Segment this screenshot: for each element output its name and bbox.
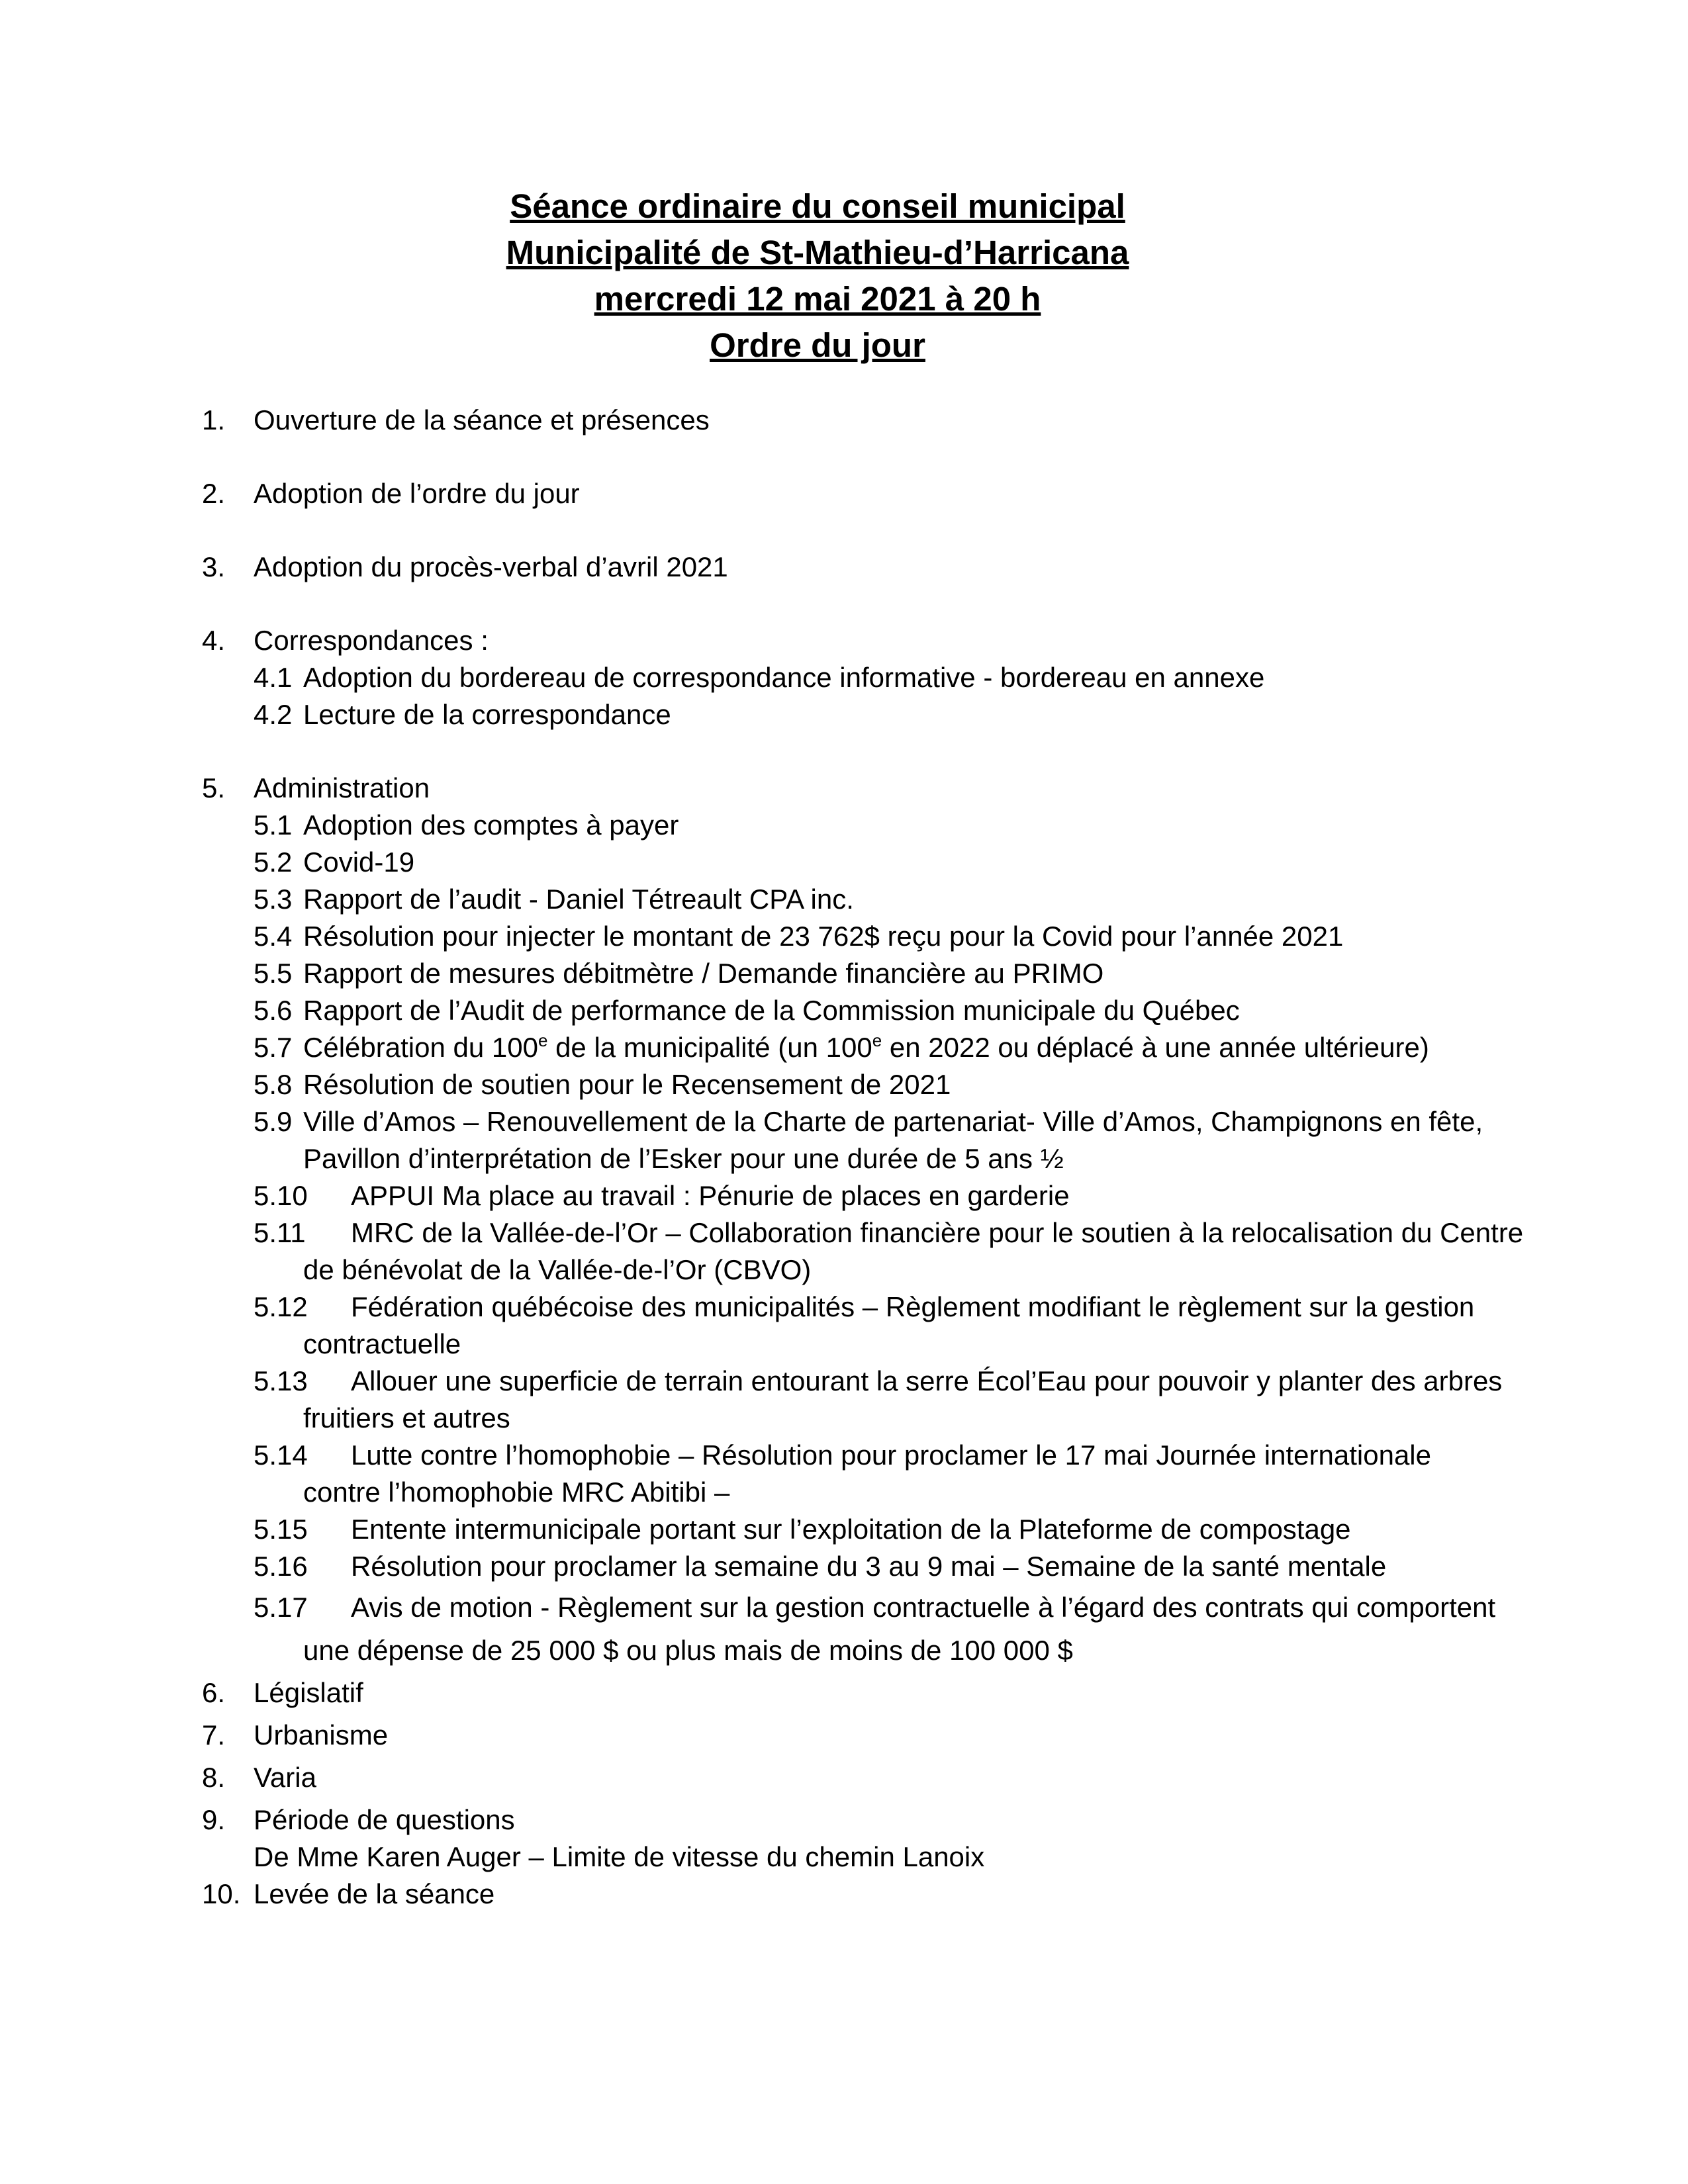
subitem-text-part: Célébration du 100 [303, 1032, 538, 1063]
subitem-number: 5.15 [254, 1514, 308, 1545]
item-number: 8. [202, 1762, 226, 1793]
item-number: 7. [202, 1719, 226, 1751]
subitem-text: Résolution pour proclamer la semaine du 3 au 9 mai – Semaine de la santé mentale [351, 1551, 1387, 1582]
subitem-text-part: de la municipalité (un 100 [547, 1032, 872, 1063]
subitem-text-part: en 2022 ou déplacé à une année ultérieure) [882, 1032, 1429, 1063]
subitem-text: Adoption des comptes à payer [303, 809, 679, 841]
subitem-number: 5.2 [254, 846, 293, 878]
ordinal-superscript: e [538, 1030, 548, 1050]
subitem-text: Rapport de mesures débitmètre / Demande financière au PRIMO [303, 958, 1104, 989]
subitem-number: 4.1 [254, 662, 293, 693]
subitem-text: Covid-19 [303, 846, 415, 878]
subitem-number: 5.16 [254, 1551, 308, 1582]
subitem-text: Rapport de l’Audit de performance de la Commission municipale du Québec [303, 995, 1240, 1026]
subitem-number: 5.8 [254, 1069, 293, 1100]
municipality-name: Municipalité de St-Mathieu-d’Harricana [506, 234, 1129, 271]
item-text: Administration [254, 772, 430, 803]
subitem-text-continued: de bénévolat de la Vallée-de-l’Or (CBVO) [303, 1254, 812, 1285]
subitem-number: 5.12 [254, 1291, 308, 1322]
ordinal-superscript: e [872, 1030, 882, 1050]
item-text: Correspondances : [254, 625, 489, 656]
subitem-text: Ville d’Amos – Renouvellement de la Charte de partenariat- Ville d’Amos, Champignons en fête, [303, 1106, 1483, 1137]
agenda-title: Ordre du jour [710, 326, 925, 364]
subitem-number: 5.7 [254, 1032, 293, 1063]
subitem-text-continued: une dépense de 25 000 $ ou plus mais de moins de 100 000 $ [303, 1635, 1073, 1666]
meeting-title: Séance ordinaire du conseil municipal [510, 187, 1125, 225]
item-text: Urbanisme [254, 1719, 389, 1751]
subitem-text: Résolution de soutien pour le Recensement de 2021 [303, 1069, 951, 1100]
item-number: 6. [202, 1677, 226, 1708]
subitem-text-continued: fruitiers et autres [303, 1402, 510, 1433]
subitem-number: 5.17 [254, 1592, 308, 1623]
subitem-text: MRC de la Vallée-de-l’Or – Collaboration financière pour le soutien à la relocalisation du Centre [351, 1217, 1524, 1248]
subitem-text-continued: contractuelle [303, 1328, 461, 1359]
meeting-date: mercredi 12 mai 2021 à 20 h [594, 280, 1041, 318]
item-text: Ouverture de la séance et présences [254, 404, 710, 435]
subitem-text-continued: Pavillon d’interprétation de l’Esker pour une durée de 5 ans ½ [303, 1143, 1064, 1174]
item-text: Adoption de l’ordre du jour [254, 478, 580, 509]
subitem-number: 5.5 [254, 958, 293, 989]
item-number: 1. [202, 404, 226, 435]
subitem-text: APPUI Ma place au travail : Pénurie de places en garderie [351, 1180, 1070, 1211]
subitem-number: 4.2 [254, 699, 293, 730]
item-text: Varia [254, 1762, 316, 1793]
subitem-text: Avis de motion - Règlement sur la gestion contractuelle à l’égard des contrats qui comportent [351, 1592, 1496, 1623]
subitem-number: 5.9 [254, 1106, 293, 1137]
item-number: 9. [202, 1804, 226, 1835]
subitem-number: 5.6 [254, 995, 293, 1026]
subitem-text: Lecture de la correspondance [303, 699, 671, 730]
subitem-text-continued: contre l’homophobie MRC Abitibi – [303, 1477, 730, 1508]
subitem-number: 5.1 [254, 809, 293, 841]
subitem-text [303, 1029, 1429, 1066]
subitem-number: 5.14 [254, 1439, 308, 1471]
item-text: Levée de la séance [254, 1878, 495, 1909]
subitem-number: 5.13 [254, 1365, 308, 1396]
item-number: 2. [202, 478, 226, 509]
item-number: 4. [202, 625, 226, 656]
subitem-text: Résolution pour injecter le montant de 23 762$ reçu pour la Covid pour l’année 2021 [303, 921, 1344, 952]
document-header [0, 183, 1635, 369]
subitem-text: Fédération québécoise des municipalités – Règlement modifiant le règlement sur la gestion [351, 1291, 1475, 1322]
item-number: 10. [202, 1878, 241, 1909]
item-number: 3. [202, 551, 226, 582]
subitem-text: Adoption du bordereau de correspondance informative - bordereau en annexe [303, 662, 1265, 693]
item-text: Période de questions [254, 1804, 515, 1835]
subitem-number: 5.4 [254, 921, 293, 952]
subitem-text: Rapport de l’audit - Daniel Tétreault CPA inc. [303, 884, 854, 915]
subitem-text: Allouer une superficie de terrain entourant la serre Écol’Eau pour pouvoir y planter des arbres [351, 1365, 1503, 1396]
subitem-text: Entente intermunicipale portant sur l’exploitation de la Plateforme de compostage [351, 1514, 1351, 1545]
subitem-number: 5.11 [254, 1217, 306, 1248]
subitem-number: 5.3 [254, 884, 293, 915]
question-note: De Mme Karen Auger – Limite de vitesse du chemin Lanoix [254, 1841, 985, 1872]
item-number: 5. [202, 772, 226, 803]
subitem-text: Lutte contre l’homophobie – Résolution pour proclamer le 17 mai Journée internationale [351, 1439, 1431, 1471]
item-text: Adoption du procès-verbal d’avril 2021 [254, 551, 728, 582]
subitem-number: 5.10 [254, 1180, 308, 1211]
item-text: Législatif [254, 1677, 363, 1708]
